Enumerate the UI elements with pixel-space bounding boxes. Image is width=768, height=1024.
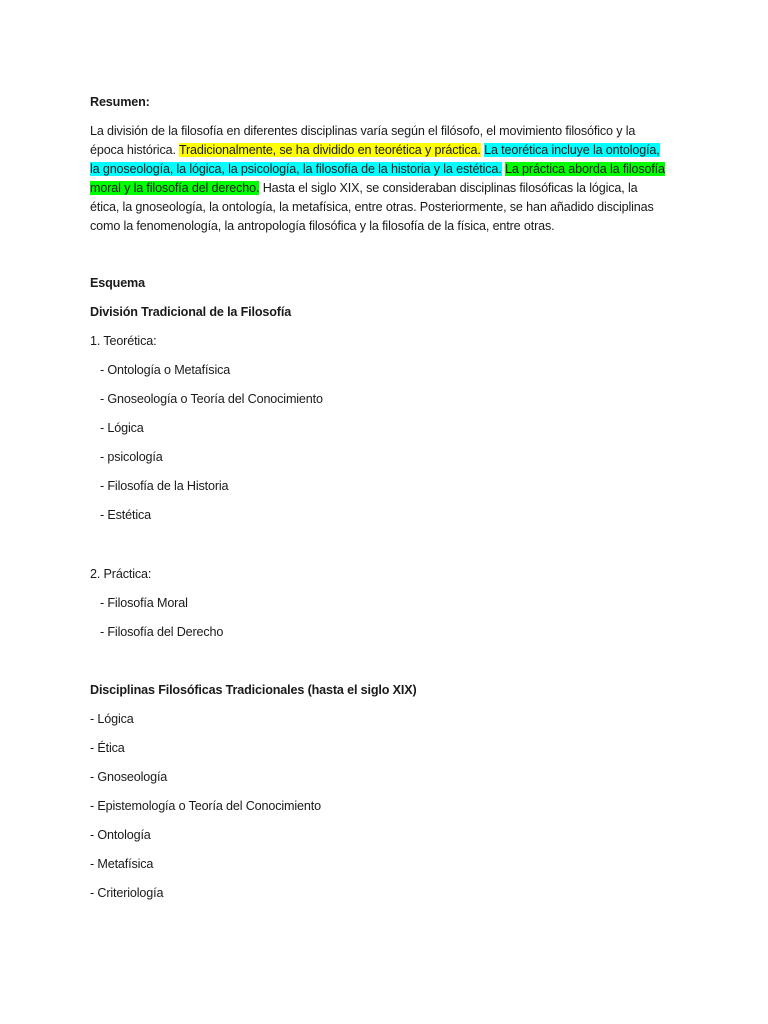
summary-text: época histórica. [90,143,179,157]
list-item: - Ética [90,741,125,755]
traditional-heading: Disciplinas Filosóficas Tradicionales (hasta el siglo XIX) [90,683,417,697]
list-item: - Gnoseología [90,770,168,784]
summary-heading: Resumen: [90,95,150,109]
summary-text: La división de la filosofía en diferentes disciplinas varía según el filósofo, el movimiento filosófico y la [90,124,636,138]
list-item: - Epistemología o Teoría del Conocimiento [90,799,321,813]
summary-paragraph [90,122,680,236]
list-item: - Lógica [100,421,144,435]
list-item: - Lógica [90,712,134,726]
list-item: - Metafísica [90,857,154,871]
theoretical-list [90,361,323,525]
summary-text: como la fenomenología, la antropología filosófica y la filosofía de la física, entre otras. [90,219,555,233]
summary-text: ética, la gnoseología, la ontología, la metafísica, entre otras. Posteriormente, se han añadido disciplinas [90,200,654,214]
summary-line [90,198,680,217]
outline-subheading: División Tradicional de la Filosofía [90,305,292,319]
outline-heading: Esquema [90,276,145,290]
list-item: - Gnoseología o Teoría del Conocimiento [100,392,323,406]
practical-list [90,594,223,642]
highlighted-text: moral y la filosofía del derecho. [90,181,260,195]
list-item: - Filosofía del Derecho [100,625,224,639]
list-item: - Ontología [90,828,151,842]
list-item: - Filosofía de la Historia [100,479,229,493]
summary-line [90,141,680,160]
theoretical-label: 1. Teorética: [90,334,157,348]
highlighted-text: La práctica aborda la filosofía [505,162,665,176]
practical-label: 2. Práctica: [90,567,152,581]
list-item: - Filosofía Moral [100,596,188,610]
highlighted-text: Tradicionalmente, se ha dividido en teorética y práctica. [178,143,481,157]
highlighted-text: la gnoseología, la lógica, la psicología, la filosofía de la historia y la estética. [90,162,502,176]
list-item: - Ontología o Metafísica [100,363,231,377]
summary-text: Hasta el siglo XIX, se consideraban disciplinas filosóficas la lógica, la [259,181,638,195]
summary-line [90,217,680,236]
summary-line [90,179,680,198]
traditional-list [90,710,321,903]
list-item: - Estética [100,508,151,522]
summary-line [90,122,680,141]
list-item: - Criteriología [90,886,164,900]
list-item: - psicología [100,450,163,464]
summary-line [90,160,680,179]
highlighted-text: La teorética incluye la ontología, [484,143,660,157]
